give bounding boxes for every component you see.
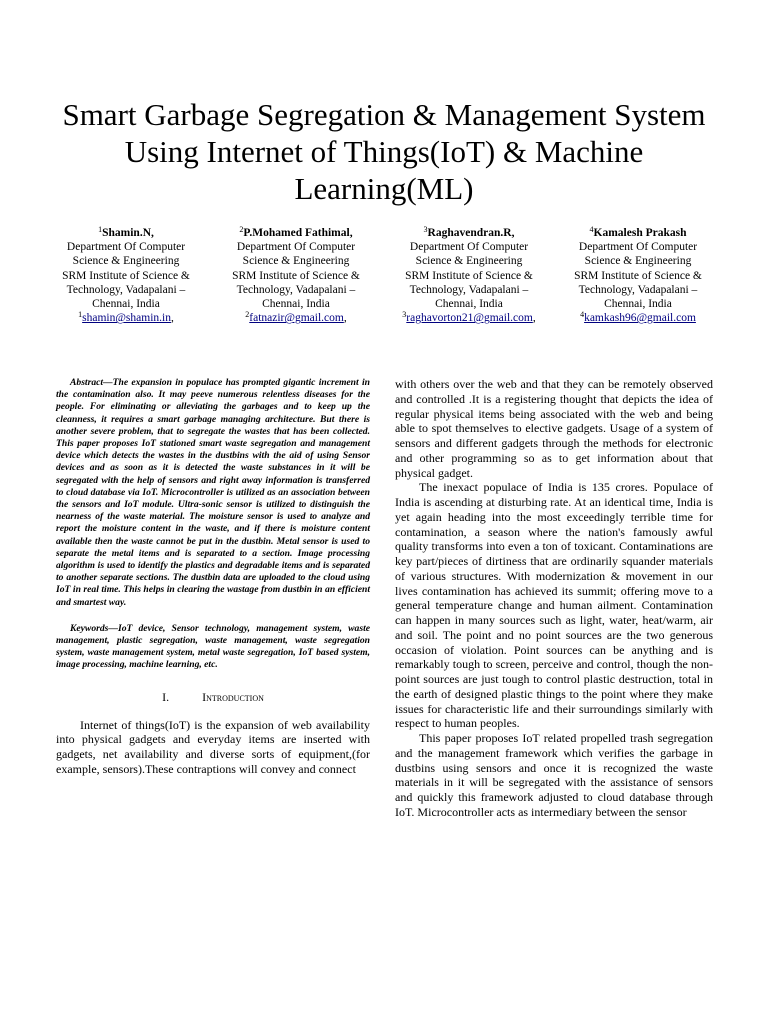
author-block [0, 226, 768, 336]
author-number: 2 [239, 225, 244, 234]
author-department: Department Of Computer [66, 241, 186, 254]
author-email-link[interactable]: shamin@shamin.in [82, 312, 171, 325]
author-4 [553, 226, 723, 325]
keywords-text: IoT device, Sensor technology, management system, waste management, plastic segregation, waste management, waste segregation system, waste management system, metal waste segregation, IoT based system, image processing, machine learning, etc. [56, 622, 370, 671]
keywords-lead: Keywords— [70, 622, 118, 634]
keywords [56, 623, 370, 672]
author-city: Chennai, India [604, 298, 672, 311]
author-city: Chennai, India [92, 298, 160, 311]
author-name: Shamin.N, [102, 227, 154, 239]
title-line: Smart Garbage Segregation & Management System [62, 97, 706, 132]
author-institute: Technology, Vadapalani – [578, 283, 698, 296]
body-paragraph: Internet of things(IoT) is the expansion of web availability into physical gadgets and everyday items are inserted with gadgets, net availability and diverse sorts of equipment,(for example, sensors).These contraptions will convey and connect [56, 717, 370, 776]
author-institute: Technology, Vadapalani – [66, 283, 186, 296]
paper-title [40, 96, 728, 207]
title-line: Using Internet of Things(IoT) & Machine [124, 134, 644, 169]
author-institute: SRM Institute of Science & [62, 269, 190, 282]
author-department: Department Of Computer [236, 241, 356, 254]
right-column [395, 377, 713, 820]
author-city: Chennai, India [435, 298, 503, 311]
author-department: Science & Engineering [72, 255, 180, 268]
left-column [56, 377, 370, 777]
author-institute: SRM Institute of Science & [405, 269, 533, 282]
author-3 [384, 226, 554, 325]
author-number: 3 [402, 310, 407, 320]
author-number: 4 [580, 310, 585, 320]
author-1 [41, 226, 211, 325]
author-institute: Technology, Vadapalani – [409, 283, 529, 296]
author-number: 3 [423, 225, 428, 234]
author-email-link[interactable]: raghavorton21@gmail.com [406, 312, 533, 325]
body-paragraph: This paper proposes IoT related propelled trash segregation and the management framework which verifies the garbage in dustbins using sensors and once it is recognized the waste materials in it will be segregated with the assistance of sensors and quickly this framework adjusted to cloud database through IoT. Microcontroller acts as intermediary between the sensor [395, 731, 713, 819]
author-name: Raghavendran.R, [427, 227, 515, 239]
email-suffix: , [170, 312, 174, 325]
title-line: Learning(ML) [294, 171, 474, 206]
author-number: 4 [589, 225, 594, 234]
body-paragraph: with others over the web and that they can be remotely observed and controlled .It is a registering thought that depicts the idea of regular physical items being associated with the web and being able to spot themselves to elective gadgets. Usage of a system of sensors and different gadgets through the methods for electronic and other programming so as to get information about that physical gadget. [395, 377, 713, 480]
author-institute: Technology, Vadapalani – [236, 283, 356, 296]
section-number: I. [162, 689, 170, 704]
author-department: Science & Engineering [584, 255, 692, 268]
section-title: Introduction [202, 689, 264, 704]
abstract-text: The expansion in populace has prompted gigantic increment in the contamination also. It may peeve numerous relentless diseases for the people. For eliminating or alleviating the garbages and to keep up the cleanness, it requires a smart garbage managing architecture. But there is another severe problem, that to segregate the wastes that has been collected. This paper proposes IoT stationed smart waste segregation and management device which detects the wastes in the dustbins with the aid of using Sensor devices and as soon as it is detected the waste substances in it will be segregated with the help of sensors and right away information is transferred to cloud database via IoT. Microcontroller is utilized as an association between the sensors and IoT module. Ultra-sonic sensor is utilized to distinguish the nearness of the waste material. The moisture sensor is used to analyze and report the moisture content in the waste, and if there is moisture content available then the waste cannot be put in the dustbin. Metal sensor is used to separate the metal items and is separated to a section. Image processing algorithm is used to identify the plastics and degradable items and is separated to another separate sections. The dustbin data are uploaded to the cloud using IoT in real time. This helps in clearing the wastage from dustbin in an efficient and smartest way. [56, 377, 370, 608]
author-2 [211, 226, 381, 325]
author-email-link[interactable]: fatnazir@gmail.com [249, 312, 344, 325]
author-department: Department Of Computer [578, 241, 698, 254]
author-number: 1 [78, 310, 83, 320]
abstract [56, 377, 370, 609]
body-paragraph: The inexact populace of India is 135 crores. Populace of India is ascending at disturbing rate. At an identical time, India is yet again heading into the most exceedingly terrible time for contamination, a season where the nation's famously awful quality transforms into even a ton of toxicant. Contaminations are key part/pieces of dirtiness that are ordinarily squander materials of various structures. With modernization & movement in our lives contamination has achieved its summit; offering move to a general temperature change and human ailment. Contamination can happen in many sources such as light, water, heat/warm, air and soil. The point and no point sources are the two generous occasion of violation. Point sources can be anything and is remarkably tough to screen, perceive and control, though the non-point sources are just tough to control plastic destruction, total in the earth of designed plastic things to the point where they make issues for characteristic life and their surroundings similarly with respect to human peoples. [395, 480, 713, 731]
section-heading [56, 690, 370, 704]
author-department: Department Of Computer [409, 241, 529, 254]
author-name: P.Mohamed Fathimal, [243, 227, 353, 239]
author-number: 1 [98, 225, 103, 234]
author-department: Science & Engineering [242, 255, 350, 268]
author-number: 2 [245, 310, 250, 320]
email-suffix: , [343, 312, 347, 325]
abstract-lead: Abstract— [70, 377, 113, 388]
email-suffix: , [532, 312, 536, 325]
author-email-link[interactable]: kamkash96@gmail.com [584, 312, 696, 325]
author-institute: SRM Institute of Science & [574, 269, 702, 282]
author-institute: SRM Institute of Science & [232, 269, 360, 282]
author-city: Chennai, India [262, 298, 330, 311]
author-name: Kamalesh Prakash [593, 227, 687, 239]
author-department: Science & Engineering [415, 255, 523, 268]
